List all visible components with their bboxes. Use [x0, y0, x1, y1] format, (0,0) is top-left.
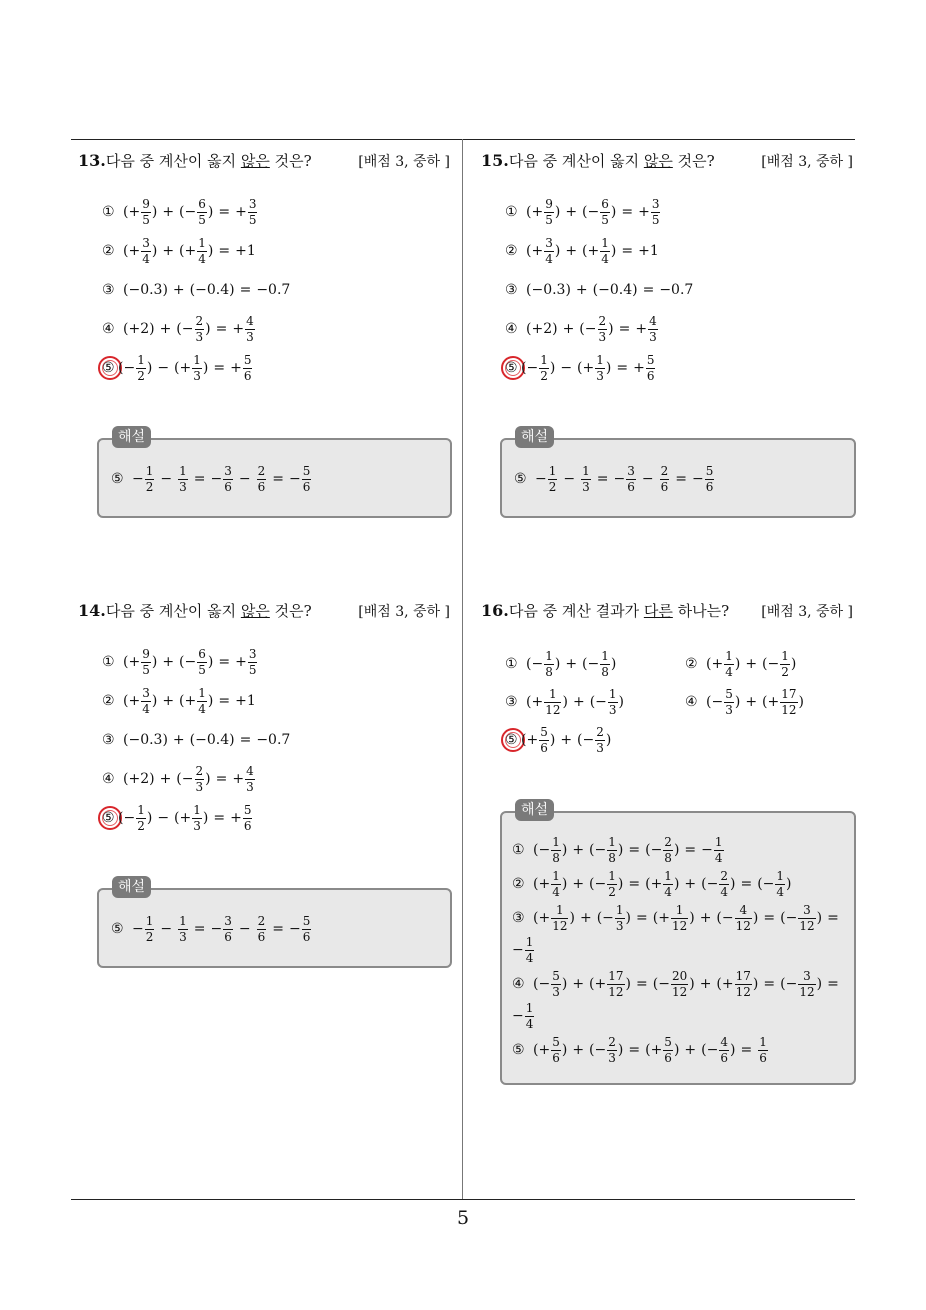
solution-line-3-cont: − $\frac{1}{4}$: [512, 934, 534, 965]
solution-label: 해설: [112, 876, 151, 898]
choice-4: ④ (+2) + ( − $\frac{2}{3}$ ) = + $\frac{4}{3}$: [102, 313, 254, 344]
question-text: 다음 중 계산이 옳지 않은 것은?: [105, 602, 312, 620]
solution-line: ⑤ − $\frac{1}{2}$ − $\frac{1}{3}$ = − $\frac{3}{6}$ − $\frac{2}{6}$ = − $\frac{5}{6}$: [514, 463, 714, 494]
question-score: [배점 3, 중하 ]: [358, 604, 450, 620]
bottom-rule: [71, 1199, 855, 1200]
solution-box: [500, 811, 856, 1085]
solution-line: ⑤ − $\frac{1}{2}$ − $\frac{1}{3}$ = − $\frac{3}{6}$ − $\frac{2}{6}$ = − $\frac{5}{6}$: [111, 463, 311, 494]
question-header: [481, 150, 853, 172]
question-score: [배점 3, 중하 ]: [358, 154, 450, 170]
question-text: 다음 중 계산이 옳지 않은 것은?: [105, 152, 312, 170]
choice-2: ② ( + $\frac{3}{4}$ ) + ( + $\frac{1}{4}$ ) = +1: [102, 235, 256, 266]
page-number: 5: [456, 1207, 470, 1229]
choice-1: ① ( − $\frac{1}{8}$ ) + ( − $\frac{1}{8}$ ): [505, 648, 617, 679]
question-score: [배점 3, 중하 ]: [761, 604, 853, 620]
solution-line-1: ① ( − $\frac{1}{8}$ ) + ( − $\frac{1}{8}$ ) = ( − $\frac{2}{8}$ ) = − $\frac{1}{4}$: [512, 834, 723, 865]
choice-2: ② ( + $\frac{3}{4}$ ) + ( + $\frac{1}{4}$ ) = +1: [505, 235, 659, 266]
question-14: [78, 600, 450, 970]
choice-5: ⑤ ( + $\frac{5}{6}$ ) + ( − $\frac{2}{3}$ ): [505, 724, 612, 755]
question-13: [78, 150, 450, 520]
choice-2: ② ( + $\frac{3}{4}$ ) + ( + $\frac{1}{4}$ ) = +1: [102, 685, 256, 716]
solution-label: 해설: [515, 426, 554, 448]
choice-4: ④ (+2) + ( − $\frac{2}{3}$ ) = + $\frac{4}{3}$: [102, 763, 254, 794]
question-text: 다음 중 계산이 옳지 않은 것은?: [508, 152, 715, 170]
question-number: 14.: [78, 601, 106, 620]
solution-line-4-cont: − $\frac{1}{4}$: [512, 1000, 534, 1031]
solution-line-5: ⑤ ( + $\frac{5}{6}$ ) + ( − $\frac{2}{3}$ ) = ( + $\frac{5}{6}$ ) + ( − $\frac{4}{6}$ ) = $\frac{1}{6}$: [512, 1034, 767, 1065]
solution-line-2: ② ( + $\frac{1}{4}$ ) + ( − $\frac{1}{2}$ ) = ( + $\frac{1}{4}$ ) + ( − $\frac{2}{4}$ ) = ( − $\frac{1}{4}$ ): [512, 868, 792, 899]
question-15: [481, 150, 853, 520]
solution-line-3: ③ ( + $\frac{1}{12}$ ) + ( − $\frac{1}{3}$ ) = ( + $\frac{1}{12}$ ) + ( − $\frac{4}{12}$ ) = ( − $\frac{3}{12}$ ) =: [512, 902, 839, 933]
choice-3: ③ ( + $\frac{1}{12}$ ) + ( − $\frac{1}{3}$ ): [505, 686, 624, 717]
choice-5: ⑤ ( − $\frac{1}{2}$ ) − ( + $\frac{1}{3}$ ) = + $\frac{5}{6}$: [102, 352, 252, 383]
question-16: [481, 600, 857, 1090]
choice-1: ① ( + $\frac{9}{5}$ ) + ( − $\frac{6}{5}$ ) = + $\frac{3}{5}$: [102, 646, 257, 677]
column-divider: [462, 139, 463, 1200]
choice-5: ⑤ ( − $\frac{1}{2}$ ) − ( + $\frac{1}{3}$ ) = + $\frac{5}{6}$: [505, 352, 655, 383]
choice-3: ③ (−0.3) + (−0.4) = −0.7: [505, 282, 694, 298]
solution-line-4: ④ ( − $\frac{5}{3}$ ) + ( + $\frac{17}{12}$ ) = ( − $\frac{20}{12}$ ) + ( + $\frac{17}{12}$ ) = ( − $\frac{3}{12}$ ) =: [512, 968, 839, 999]
top-rule: [71, 139, 855, 140]
question-header: [78, 150, 450, 172]
solution-box: [97, 438, 452, 518]
question-header: [78, 600, 450, 622]
choice-4: ④ (+2) + ( − $\frac{2}{3}$ ) = + $\frac{4}{3}$: [505, 313, 657, 344]
choice-3: ③ (−0.3) + (−0.4) = −0.7: [102, 732, 291, 748]
solution-label: 해설: [515, 799, 554, 821]
choice-5: ⑤ ( − $\frac{1}{2}$ ) − ( + $\frac{1}{3}$ ) = + $\frac{5}{6}$: [102, 802, 252, 833]
choice-1: ① ( + $\frac{9}{5}$ ) + ( − $\frac{6}{5}$ ) = + $\frac{3}{5}$: [102, 196, 257, 227]
question-score: [배점 3, 중하 ]: [761, 154, 853, 170]
choice-3: ③ (−0.3) + (−0.4) = −0.7: [102, 282, 291, 298]
solution-box: [97, 888, 452, 968]
solution-line: ⑤ − $\frac{1}{2}$ − $\frac{1}{3}$ = − $\frac{3}{6}$ − $\frac{2}{6}$ = − $\frac{5}{6}$: [111, 913, 311, 944]
choice-4: ④ ( − $\frac{5}{3}$ ) + ( + $\frac{17}{12}$ ): [685, 686, 804, 717]
question-number: 13.: [78, 151, 106, 170]
choice-1: ① ( + $\frac{9}{5}$ ) + ( − $\frac{6}{5}$ ) = + $\frac{3}{5}$: [505, 196, 660, 227]
solution-box: [500, 438, 856, 518]
question-number: 16.: [481, 601, 509, 620]
question-header: [481, 600, 853, 622]
question-text: 다음 중 계산 결과가 다른 하나는?: [508, 602, 730, 620]
solution-label: 해설: [112, 426, 151, 448]
choice-2: ② ( + $\frac{1}{4}$ ) + ( − $\frac{1}{2}$ ): [685, 648, 797, 679]
question-number: 15.: [481, 151, 509, 170]
